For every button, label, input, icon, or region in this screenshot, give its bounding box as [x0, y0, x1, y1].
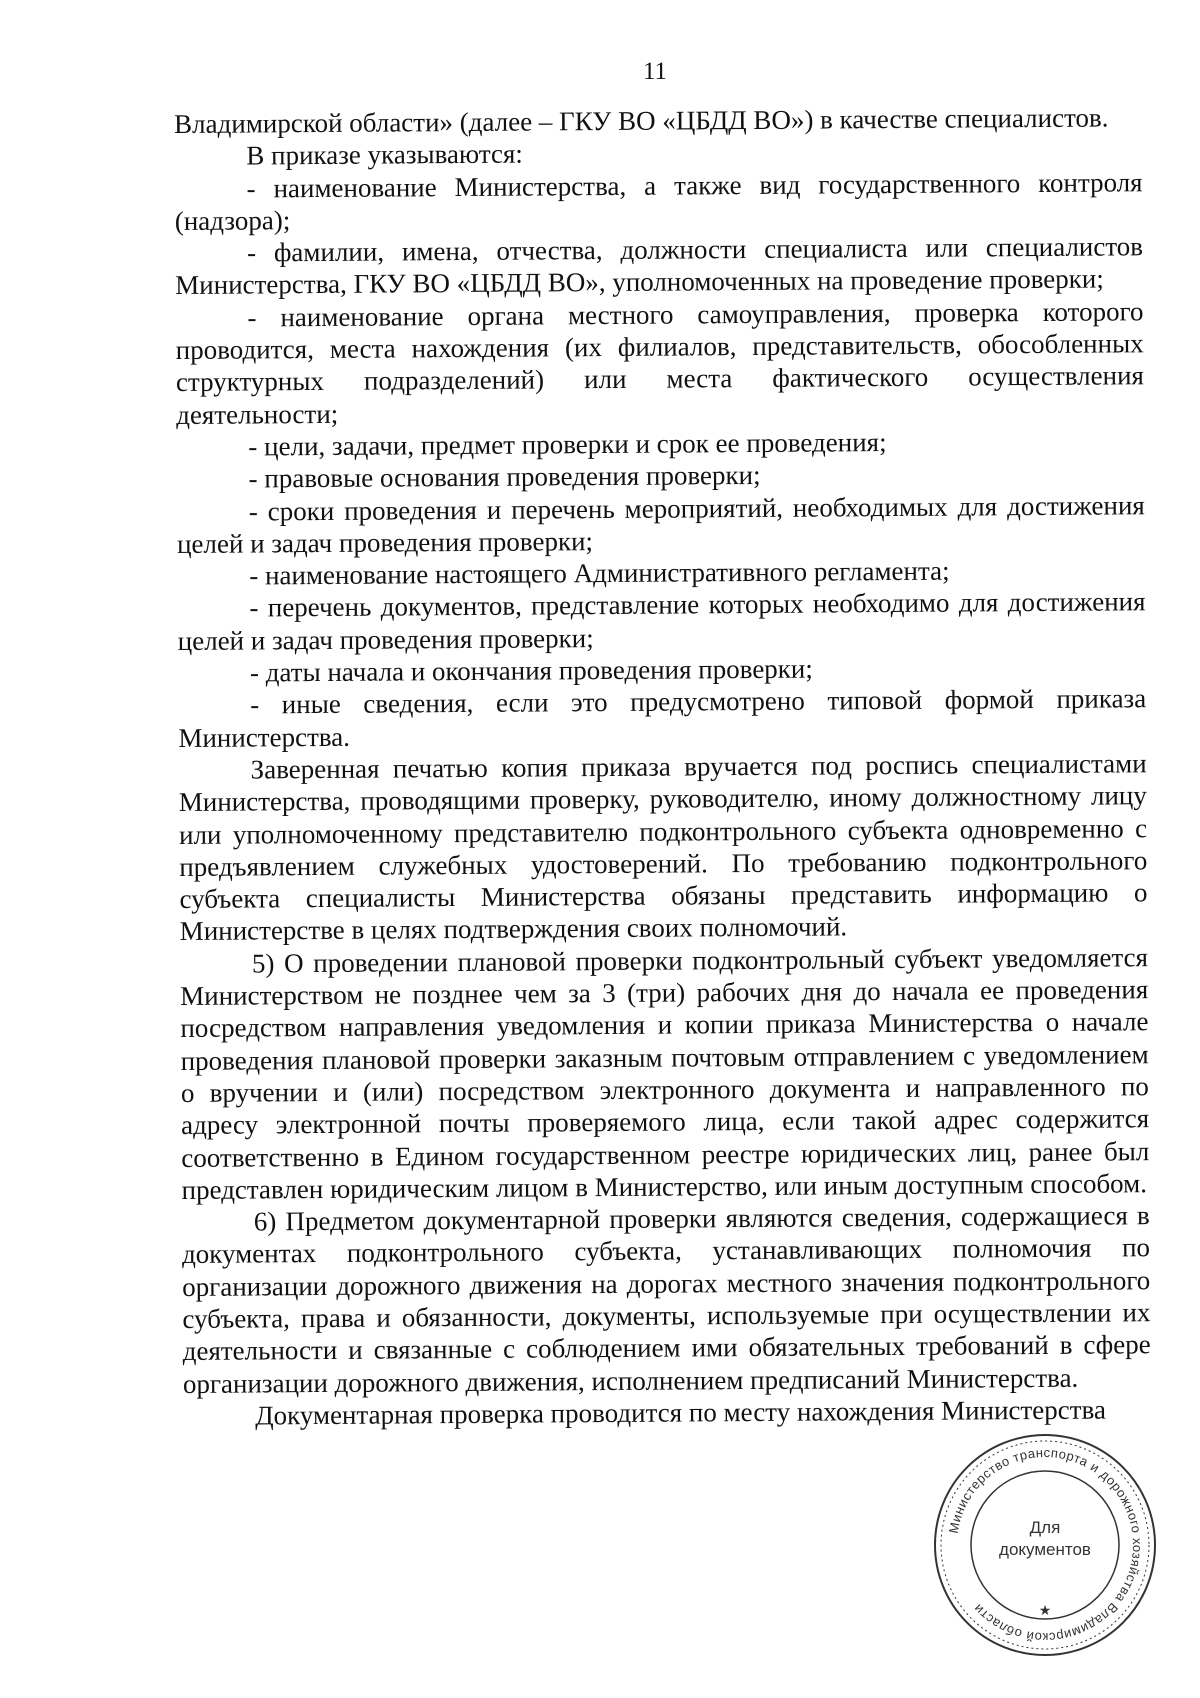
- paragraph-item-5: 5) О проведении плановой проверки подконтрольный субъект уведомляется Министерством не позднее чем за 3 (три) рабочих дня до начала ее проведения посредством направления уведомления и копии приказа Министерства о начале проведения плановой проверки заказным почтовым отправлением с уведомлением о вручении и (или) посредством электронного документа и направленного по адресу электронной почты проверяемого лица, если такой адрес содержится соответственно в Едином государственном реестре юридических лиц, ранее был представлен юридическим лицом в Министерство, или иным доступным способом.: [180, 941, 1150, 1205]
- stamp-ring-text: Министерство транспорта и дорожного хозяйства Владимирской области: [945, 1444, 1146, 1646]
- paragraph-documentary-check: Документарная проверка проводится по месту нахождения Министерства: [255, 1394, 1106, 1431]
- paragraph-order-copy: Заверенная печатью копия приказа вручается под роспись специалистами Министерства, проводящими проверку, руководителю, иному должностному лицу или уполномоченному представителю подконтрольного субъекта одновременно с предъявлением служебных удостоверений. По требованию подконтрольного субъекта специалисты Министерства обязаны представить информацию о Министерстве в целях подтверждения своих полномочий.: [178, 748, 1148, 947]
- list-item-other-info: - иные сведения, если это предусмотрено типовой формой приказа Министерства.: [178, 683, 1147, 753]
- list-item-dates: - даты начала и окончания проведения проверки;: [249, 653, 813, 688]
- list-item-local-authority: - наименование органа местного самоуправления, проверка которого проводится, места нахождения (их филиалов, представительств, обособленных структурных подразделений) или места фактического осуществления деятельности;: [175, 296, 1144, 430]
- list-item-specialists: - фамилии, имена, отчества, должности специалиста или специалистов Министерства, ГКУ ВО «ЦБДД ВО», уполномоченных на проведение проверки;: [175, 231, 1144, 301]
- stamp-graphic: [930, 1430, 1160, 1660]
- page-number: 11: [642, 58, 668, 85]
- document-body: [174, 101, 1151, 1432]
- paragraph-order-intro: В приказе указываются:: [246, 138, 523, 171]
- list-item-documents-list: - перечень документов, представление которых необходимо для достижения целей и задач проведения проверки;: [177, 586, 1146, 656]
- official-seal-stamp: [930, 1430, 1160, 1660]
- list-item-terms: - сроки проведения и перечень мероприятий, необходимых для достижения целей и задач проведения проверки;: [176, 489, 1145, 559]
- list-item-ministry-name: - наименование Министерства, а также вид государственного контроля (надзора);: [174, 166, 1143, 236]
- list-item-goals: - цели, задачи, предмет проверки и срок ее проведения;: [248, 427, 887, 462]
- list-item-legal-basis: - правовые основания проведения проверки;: [248, 460, 761, 494]
- stamp-center-line-1: Для: [1029, 1518, 1061, 1537]
- paragraph-item-6: 6) Предметом документарной проверки являются сведения, содержащиеся в документах подконтрольного субъекта, устанавливающих полномочия по организации дорожного движения на дорогах местного значения подконтрольного субъекта, права и обязанности, документы, используемые при осуществлении их деятельности и связанные с соблюдением ими обязательных требований в сфере организации дорожного движения, исполнением предписаний Министерства.: [181, 1200, 1151, 1399]
- list-item-regulation-name: - наименование настоящего Административного регламента;: [249, 555, 950, 591]
- stamp-star: ★: [1038, 1603, 1052, 1619]
- stamp-center-line-2: документов: [999, 1540, 1091, 1559]
- paragraph-continuation: Владимирской области» (далее – ГКУ ВО «ЦБДД ВО») в качестве специалистов.: [174, 102, 1109, 139]
